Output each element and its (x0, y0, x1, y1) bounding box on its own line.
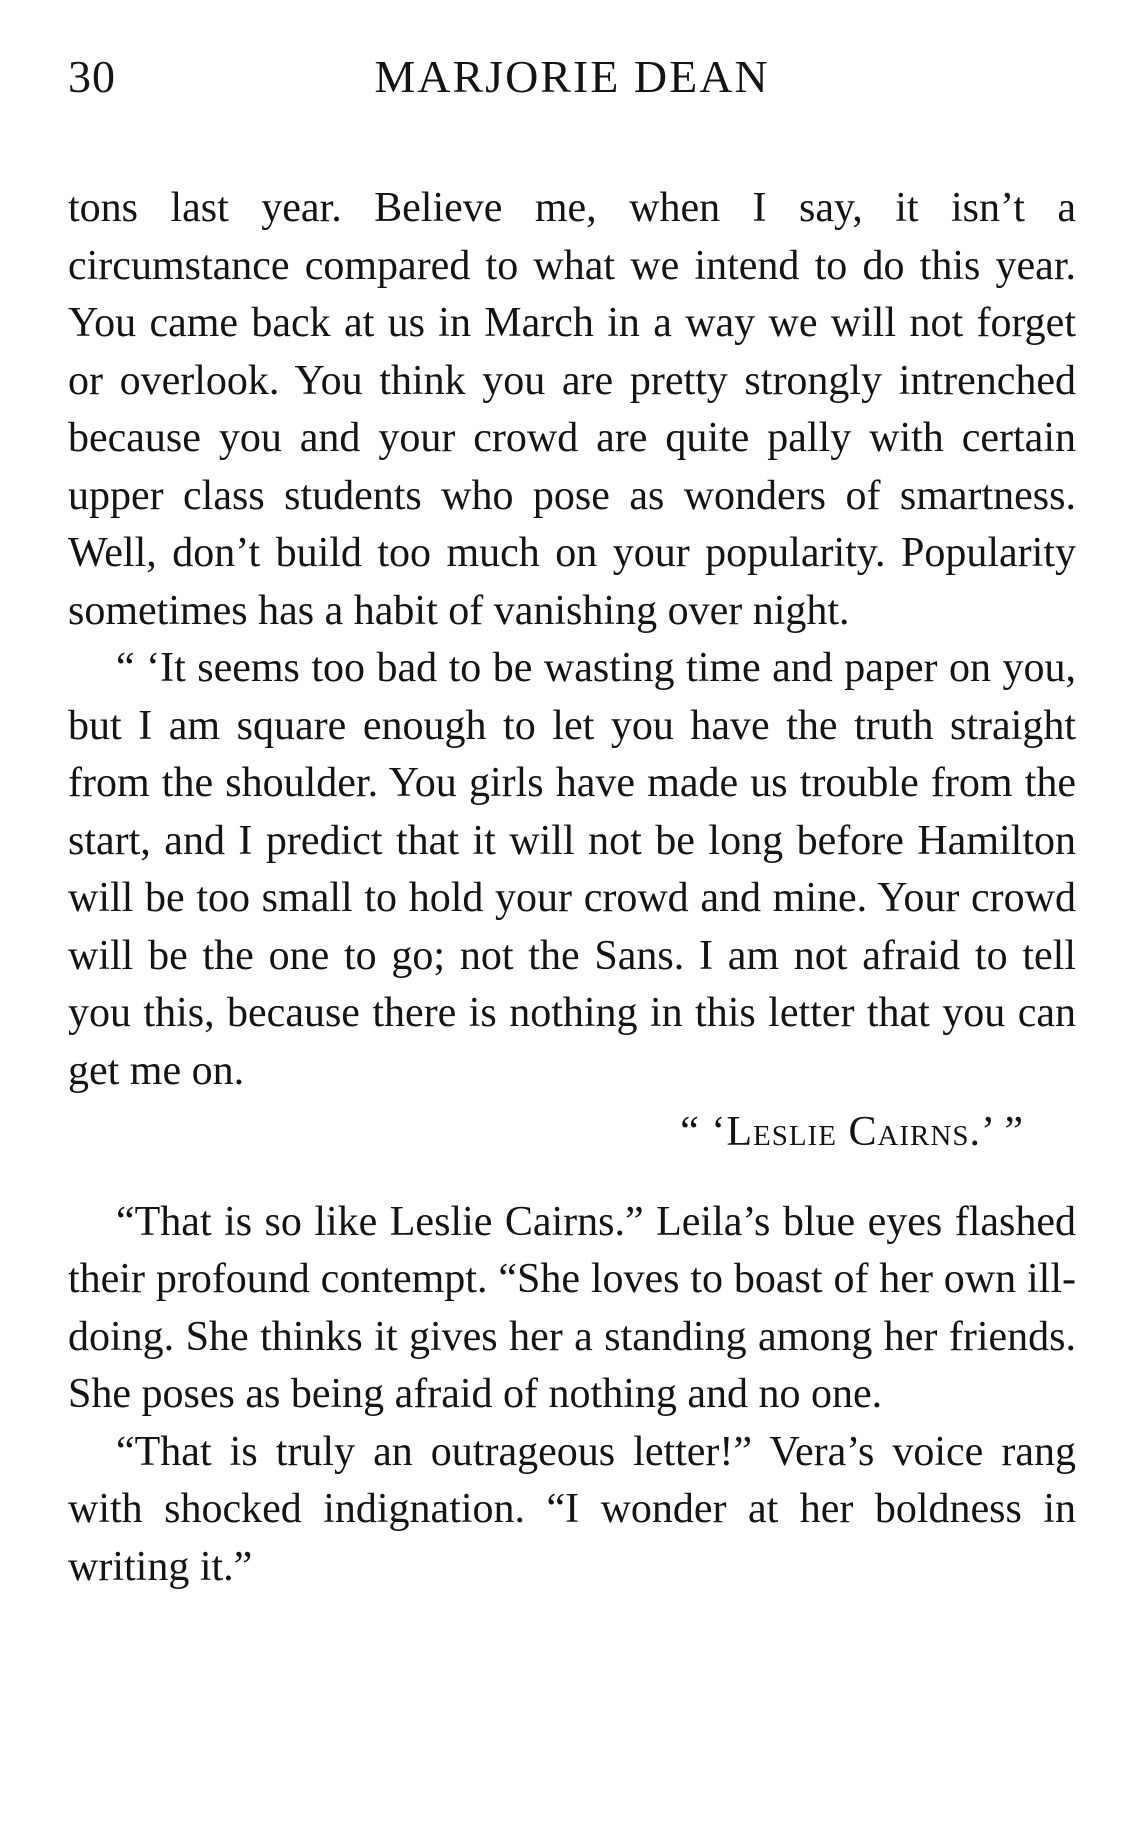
page-body (68, 180, 1076, 1596)
paragraph-leila-response: “That is so like Leslie Cairns.” Leila’s blue eyes flashed their profound contempt. “She loves to boast of her own ill-doing. She thinks it gives her a standing among her friends. She poses as being afraid of nothing and no one. (68, 1198, 1076, 1417)
letter-signature: “ ‘Leslie Cairns.’ ” (680, 1109, 1024, 1155)
page-header (68, 40, 1076, 120)
running-title: MARJORIE DEAN (374, 51, 770, 102)
paragraph-letter-continued: tons last year. Believe me, when I say, it isn’t a circumstance compared to what we intend to do this year. You came back at us in March in a way we will not forget or overlook. You think you are pretty strongly intrenched because you and your crowd are quite pally with certain upper class students who pose as wonders of smartness. Well, don’t build too much on your popularity. Popularity sometimes has a habit of vanishing over night. (68, 185, 1076, 634)
page-number: 30 (68, 51, 116, 102)
book-page (68, 40, 1076, 1820)
paragraph-vera-response: “That is truly an outrageous letter!” Vera’s voice rang with shocked indignation. “I wonder at her boldness in writing it.” (68, 1428, 1076, 1590)
paragraph-letter-close: “ ‘It seems too bad to be wasting time and paper on you, but I am square enough to let you have the truth straight from the shoulder. You girls have made us trouble from the start, and I predict that it will not be long before Hamilton will be too small to hold your crowd and mine. Your crowd will be the one to go; not the Sans. I am not afraid to tell you this, because there is nothing in this letter that you can get me on. (68, 645, 1076, 1094)
